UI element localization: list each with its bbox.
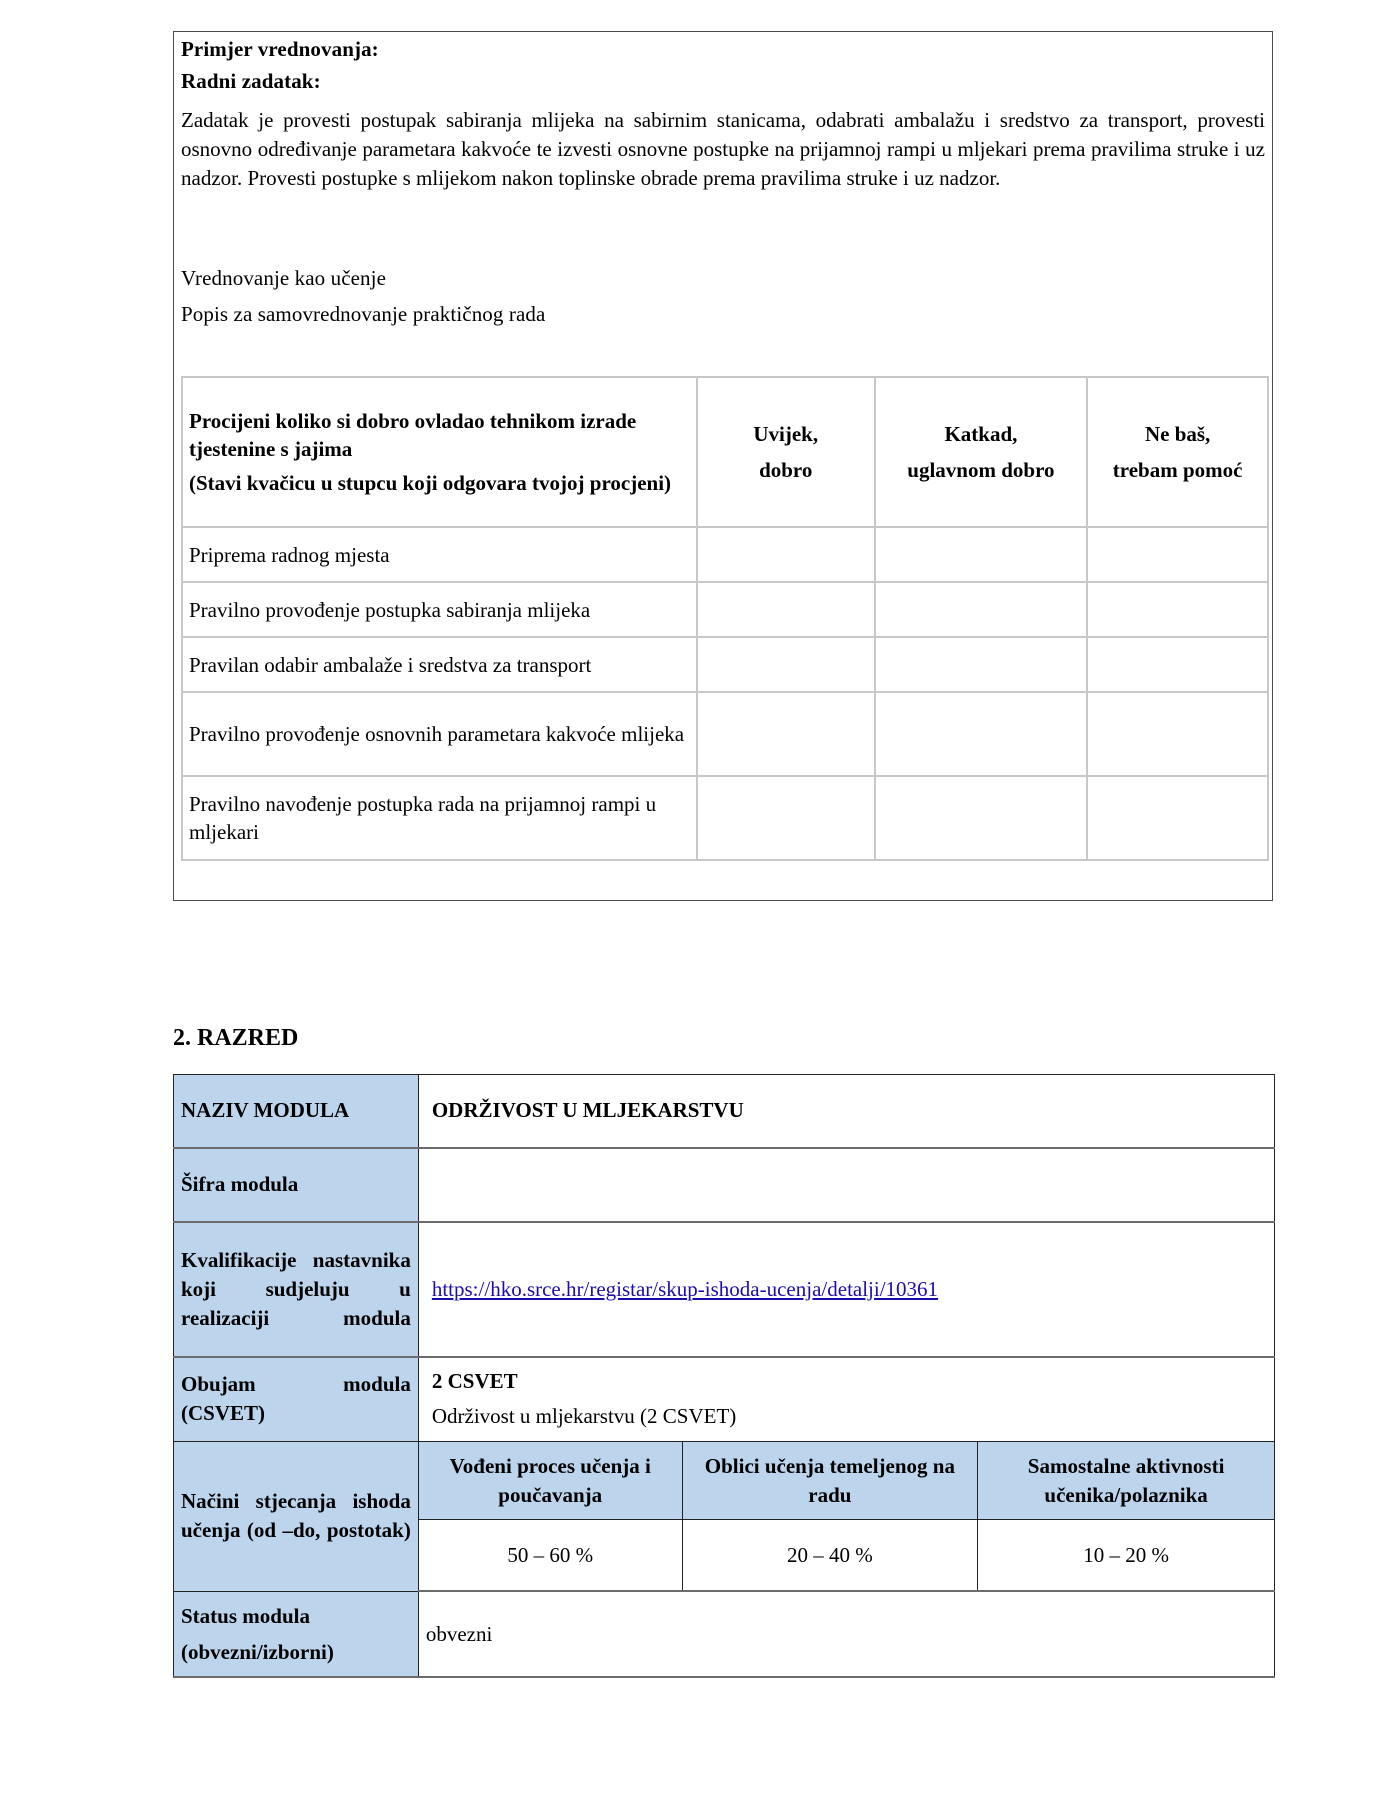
module-status-label: Status modula (obvezni/izborni) bbox=[174, 1591, 419, 1677]
table-row bbox=[182, 637, 1268, 692]
checkbox-cell[interactable] bbox=[1087, 637, 1268, 692]
checkbox-cell[interactable] bbox=[697, 582, 875, 637]
teacher-qualifications-row bbox=[174, 1222, 1275, 1357]
column-header-line: Katkad, bbox=[944, 422, 1018, 446]
module-volume-label: Obujam modula (CSVET) bbox=[174, 1357, 419, 1442]
column-header-sometimes-good bbox=[875, 377, 1088, 527]
checkbox-cell[interactable] bbox=[875, 527, 1088, 582]
criterion-label: Priprema radnog mjesta bbox=[182, 527, 697, 582]
self-assessment-table bbox=[181, 376, 1269, 861]
module-code-value bbox=[418, 1148, 1274, 1222]
evaluation-type: Vrednovanje kao učenje bbox=[181, 266, 387, 290]
checkbox-cell[interactable] bbox=[697, 776, 875, 860]
checkbox-cell[interactable] bbox=[697, 692, 875, 776]
question-instruction: (Stavi kvačicu u stupcu koji odgovara tvojoj procjeni) bbox=[189, 471, 672, 495]
module-name-row bbox=[174, 1075, 1275, 1148]
task-label: Radni zadatak: bbox=[181, 69, 321, 93]
module-code-row bbox=[174, 1148, 1275, 1222]
column-header-line: Ne baš, bbox=[1144, 422, 1211, 446]
table-row bbox=[182, 692, 1268, 776]
module-table bbox=[173, 1074, 1275, 1678]
section-heading: 2. RAZRED bbox=[173, 1025, 299, 1051]
criterion-label: Pravilno provođenje osnovnih parametara kakvoće mlijeka bbox=[182, 692, 697, 776]
checkbox-cell[interactable] bbox=[875, 582, 1088, 637]
column-header-need-help bbox=[1087, 377, 1268, 527]
checkbox-cell[interactable] bbox=[875, 692, 1088, 776]
task-description: Zadatak je provesti postupak sabiranja mlijeka na sabirnim stanicama, odabrati ambalažu i sredstvo za transport, provesti osnovno određivanje parametara kakvoće te izvesti osnovne postupke na prijamnoj rampi u mljekari prema pravilima struke i uz nadzor. Provesti postupke s mlijekom nakon toplinske obrade prema pravilima struke i uz nadzor. bbox=[181, 108, 1265, 190]
module-status-value: obvezni bbox=[418, 1591, 1274, 1677]
assessment-question bbox=[182, 377, 697, 527]
method-header-work-based: Oblici učenja temeljenog na radu bbox=[682, 1442, 978, 1520]
checkbox-cell[interactable] bbox=[1087, 692, 1268, 776]
table-row bbox=[182, 527, 1268, 582]
criterion-label: Pravilno navođenje postupka rada na prijamnoj rampi u mljekari bbox=[182, 776, 697, 860]
table-row bbox=[182, 582, 1268, 637]
question-text: Procijeni koliko si dobro ovladao tehnikom izrade tjestenine s jajima bbox=[189, 409, 637, 461]
module-volume-row bbox=[174, 1357, 1275, 1442]
column-header-line: Uvijek, bbox=[753, 422, 819, 446]
self-assessment-header-row bbox=[182, 377, 1268, 527]
criterion-label: Pravilno provođenje postupka sabiranja mlijeka bbox=[182, 582, 697, 637]
checkbox-cell[interactable] bbox=[697, 637, 875, 692]
method-header-guided: Vođeni proces učenja i poučavanja bbox=[418, 1442, 682, 1520]
column-header-line: dobro bbox=[759, 458, 813, 482]
learning-methods-header-row bbox=[174, 1442, 1275, 1520]
learning-methods-label: Načini stjecanja ishoda učenja (od –do, postotak) bbox=[174, 1442, 419, 1592]
qualifications-link[interactable]: https://hko.srce.hr/registar/skup-ishoda-ucenja/detalji/10361 bbox=[431, 1276, 939, 1301]
checkbox-cell[interactable] bbox=[1087, 776, 1268, 860]
method-value-guided: 50 – 60 % bbox=[418, 1520, 682, 1592]
module-name-value: ODRŽIVOST U MLJEKARSTVU bbox=[418, 1075, 1274, 1148]
volume-credits: 2 CSVET bbox=[431, 1369, 518, 1394]
teacher-qualifications-label: Kvalifikacije nastavnika koji sudjeluju u realizaciji modula bbox=[174, 1222, 419, 1357]
method-value-work-based: 20 – 40 % bbox=[682, 1520, 978, 1592]
teacher-qualifications-value bbox=[418, 1222, 1274, 1357]
method-value-independent: 10 – 20 % bbox=[978, 1520, 1275, 1592]
criterion-label: Pravilan odabir ambalaže i sredstva za transport bbox=[182, 637, 697, 692]
checkbox-cell[interactable] bbox=[697, 527, 875, 582]
table-row bbox=[182, 776, 1268, 860]
volume-detail: Održivost u mljekarstvu (2 CSVET) bbox=[431, 1404, 737, 1429]
column-header-line: trebam pomoć bbox=[1112, 458, 1243, 482]
checkbox-cell[interactable] bbox=[1087, 582, 1268, 637]
checkbox-cell[interactable] bbox=[875, 776, 1088, 860]
module-code-label: Šifra modula bbox=[174, 1148, 419, 1222]
checkbox-cell[interactable] bbox=[1087, 527, 1268, 582]
checkbox-cell[interactable] bbox=[875, 637, 1088, 692]
self-assessment-list-title: Popis za samovrednovanje praktičnog rada bbox=[181, 302, 546, 326]
column-header-line: uglavnom dobro bbox=[907, 458, 1055, 482]
method-header-independent: Samostalne aktivnosti učenika/polaznika bbox=[978, 1442, 1275, 1520]
evaluation-example-box bbox=[173, 31, 1273, 901]
module-name-label: NAZIV MODULA bbox=[174, 1075, 419, 1148]
module-status-row bbox=[174, 1591, 1275, 1677]
evaluation-title: Primjer vrednovanja: bbox=[181, 37, 379, 61]
column-header-always-good bbox=[697, 377, 875, 527]
module-volume-value bbox=[418, 1357, 1274, 1442]
